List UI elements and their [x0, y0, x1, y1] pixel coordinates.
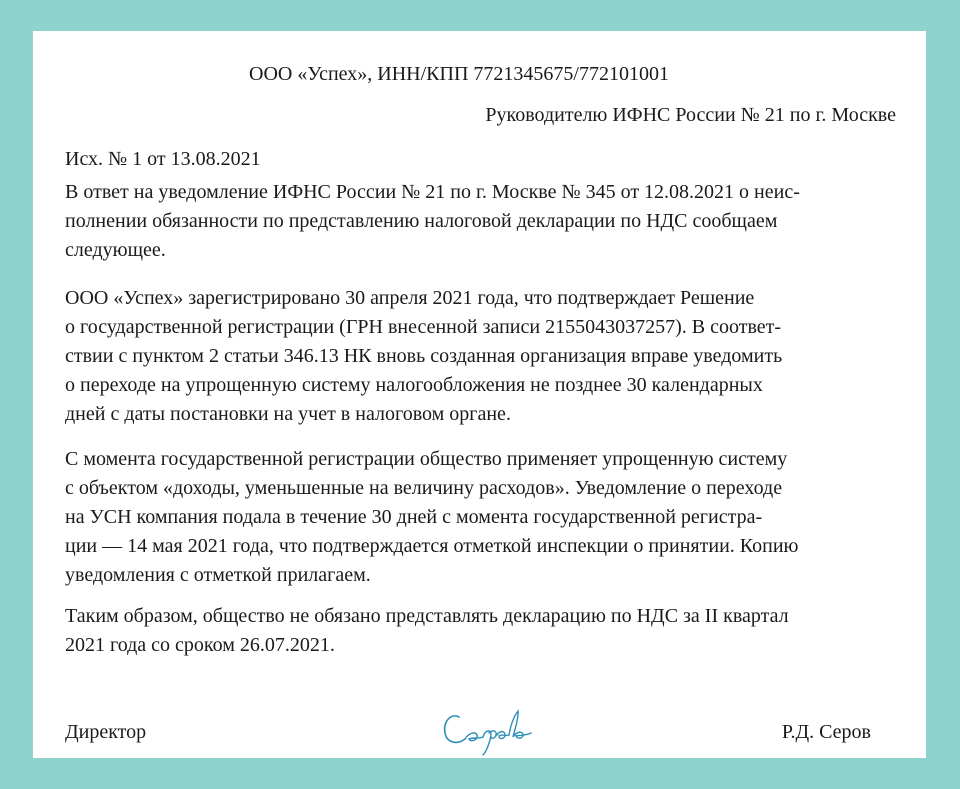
- letter-sheet: [33, 31, 926, 758]
- paragraph-line: следующее.: [65, 239, 166, 261]
- paragraph-line: ствии с пунктом 2 статьи 346.13 НК вновь созданная организация вправе уведомить: [65, 345, 783, 367]
- addressee-line: Руководителю ИФНС России № 21 по г. Москве: [485, 104, 896, 126]
- paragraph-line: Таким образом, общество не обязано представлять декларацию по НДС за II квартал: [65, 605, 789, 627]
- paragraph-line: дней с даты постановки на учет в налоговом органе.: [65, 403, 511, 425]
- paragraph-registration: [65, 284, 885, 429]
- signatory-position: Директор: [65, 721, 147, 743]
- paragraph-line: уведомления с отметкой прилагаем.: [65, 564, 371, 586]
- paragraph-line: с объектом «доходы, уменьшенные на величину расходов». Уведомление о переходе: [65, 477, 783, 499]
- sender-company-line: ООО «Успех», ИНН/КПП 7721345675/772101001: [249, 63, 669, 85]
- signatory-name: Р.Д. Серов: [781, 721, 871, 743]
- paragraph-line: полнении обязанности по представлению налоговой декларации по НДС сообщаем: [65, 210, 778, 232]
- outgoing-reference: Исх. № 1 от 13.08.2021: [65, 148, 261, 170]
- paragraph-line: В ответ на уведомление ИФНС России № 21 по г. Москве № 345 от 12.08.2021 о неис-: [65, 181, 800, 203]
- paragraph-response-intro: [65, 178, 885, 265]
- paragraph-line: на УСН компания подала в течение 30 дней с момента государственной регистра-: [65, 506, 763, 528]
- paragraph-line: о государственной регистрации (ГРН внесенной записи 2155043037257). В соответ-: [65, 316, 782, 338]
- handwritten-signature: [439, 703, 535, 757]
- paragraph-line: ции — 14 мая 2021 года, что подтверждается отметкой инспекции о принятии. Копию: [65, 535, 799, 557]
- paragraph-conclusion: [65, 602, 885, 660]
- paragraph-line: С момента государственной регистрации общество применяет упрощенную систему: [65, 448, 788, 470]
- paragraph-simplified-tax: [65, 445, 885, 590]
- paragraph-line: о переходе на упрощенную систему налогообложения не позднее 30 календарных: [65, 374, 763, 396]
- paragraph-line: ООО «Успех» зарегистрировано 30 апреля 2021 года, что подтверждает Решение: [65, 287, 755, 309]
- paragraph-line: 2021 года со сроком 26.07.2021.: [65, 634, 335, 656]
